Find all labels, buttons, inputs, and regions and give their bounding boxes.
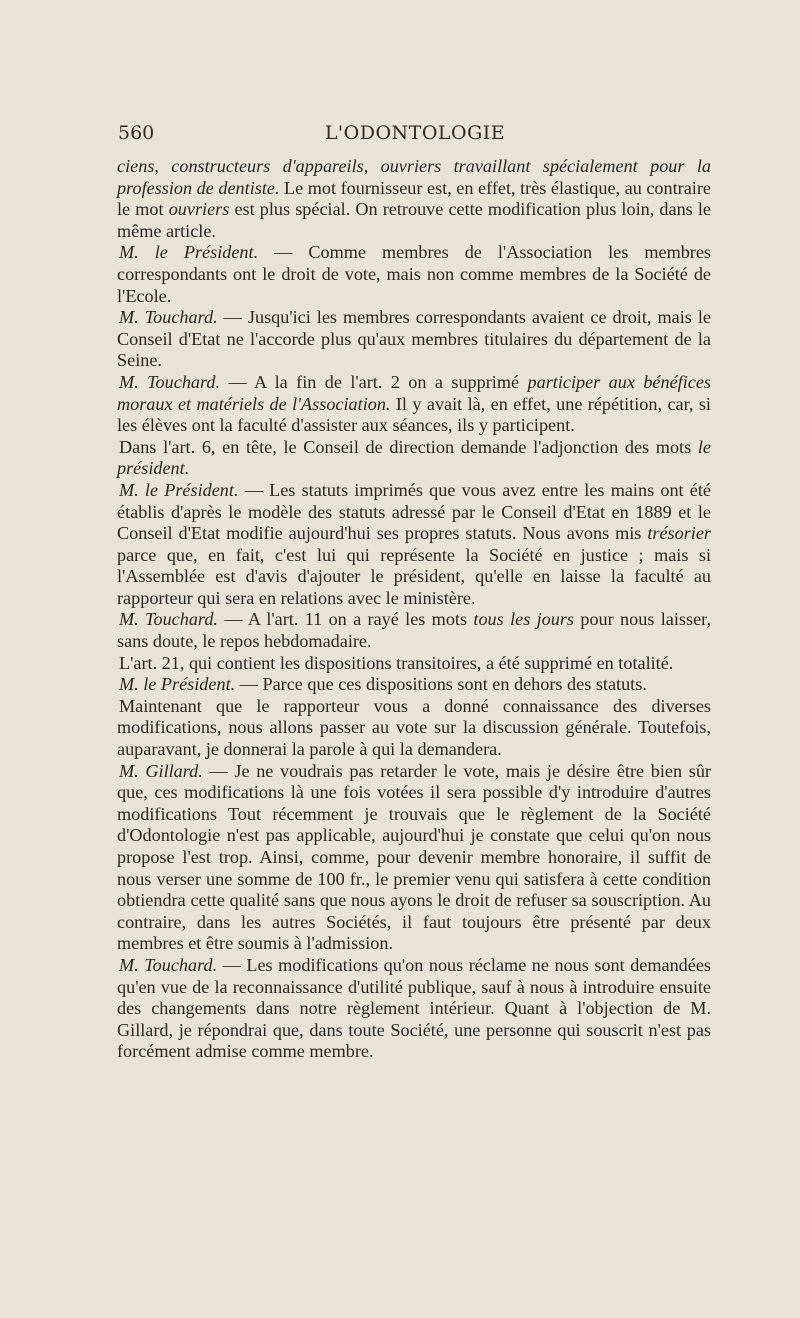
text-run: participer aux bénéfices moraux et matériels de l'Association. [117,371,711,414]
text-run: Le mot fournisseur est, en effet, très élastique, au contraire le mot [117,177,711,220]
text-run: — Les modifications qu'on nous réclame ne nous sont demandées qu'en vue de la reconnaissance d'utilité publique, sauf à nous à introduire ensuite des changements dans notre règlement intérieur. Quant à l'objection de M. Gillard, je répondrai que, dans toute Société, une personne qui souscrit n'est pas forcément admise comme membre. [117,954,711,1062]
speaker-name: M. Gillard. [119,760,203,781]
body-text [117,156,711,1063]
page-number: 560 [118,122,155,144]
paragraph [117,761,711,955]
text-run: est plus spécial. On retrouve cette modification plus loin, dans le même article. [117,199,711,241]
paragraph [117,674,711,696]
speaker-name: M. le Président. [119,479,239,500]
text-run: — A l'art. 11 on a rayé les mots [217,609,474,630]
text-run: — A la fin de l'art. 2 on a supprimé [220,371,528,392]
paragraph [117,480,711,610]
text-run: — Comme membres de l'Association les membres correspondants ont le droit de vote, mais non comme membres de la Société de l'Ecole. [117,242,712,306]
text-run: L'art. 21, qui contient les dispositions transitoires, a été supprimé en totalité. [119,652,674,673]
paragraph [117,156,711,242]
paragraph [117,437,711,480]
speaker-name: M. le Président. [119,674,236,695]
text-run: — Parce que ces dispositions sont en dehors des statuts. [235,674,647,695]
text-run: Dans l'art. 6, en tête, le Conseil de direction demande l'adjonction des mots [119,436,698,457]
text-run: Maintenant que le rapporteur vous a donné connaissance des diverses modifications, nous allons passer au vote sur la discussion générale. Toutefois, auparavant, je donnerai la parole à qui la demandera. [117,695,711,760]
paragraph [117,696,711,761]
text-run: pour nous laisser, sans doute, le repos hebdomadaire. [117,609,712,652]
paragraph [117,307,711,372]
running-title: L'ODONTOLOGIE [324,122,506,144]
page-header [118,118,712,150]
paragraph [117,372,711,437]
paragraph [117,955,711,1063]
text-run: Il y avait là, en effet, une répétition, car, si les élèves ont la faculté d'assister aux séances, ils y participent. [117,393,711,436]
text-run: ouvriers [168,199,230,220]
text-run: ciens, constructeurs d'appareils, ouvriers travaillant spécialement pour la profession de dentiste. [117,156,711,198]
speaker-name: M. Touchard. [119,307,218,328]
speaker-name: M. Touchard. [119,609,218,630]
text-run: — Je ne voudrais pas retarder le vote, mais je désire être bien sûr que, ces modifications là une fois votées il sera possible d'y introduire d'autres modifications Tout récemment je trouvais que le règlement de la Société d'Odontologie n'est pas applicable, aujourd'hui je constate que celui qu'on nous propose l'est trop. Ainsi, comme, pour devenir membre honoraire, il suffit de nous verser une somme de 100 fr., le premier venu qui satisfera à cette condition obtiendra cette qualité sans que nous ayons le droit de refuser sa souscription. Au contraire, dans les autres Sociétés, il faut toujours être présenté par deux membres et être soumis à l'admission. [117,760,711,954]
text-run: — Jusqu'ici les membres correspondants avaient ce droit, mais le Conseil d'Etat ne l'accorde plus qu'aux membres titulaires du département de la Seine. [117,307,711,371]
speaker-name: M. le Président. [119,242,259,263]
speaker-name: M. Touchard. [119,954,218,975]
paragraph [117,653,711,675]
text-run: tous les jours [473,609,575,630]
text-run: — Les statuts imprimés que vous avez entre les mains ont été établis d'après le modèle des statuts adressé par le Conseil d'Etat en 1889 et le Conseil d'Etat modifie aujourd'hui ses propres statuts. Nous avons mis [117,479,711,544]
text-run: parce que, en fait, c'est lui qui représente la Société en justice ; mais si l'Assemblée est d'avis d'ajouter le président, qu'elle en laisse la faculté au rapporteur qui sera en relations avec le ministère. [117,544,711,608]
paragraph [117,609,711,652]
paragraph [117,242,711,307]
speaker-name: M. Touchard. [119,371,221,392]
text-run: le président. [117,436,711,479]
text-run: trésorier [647,523,711,544]
